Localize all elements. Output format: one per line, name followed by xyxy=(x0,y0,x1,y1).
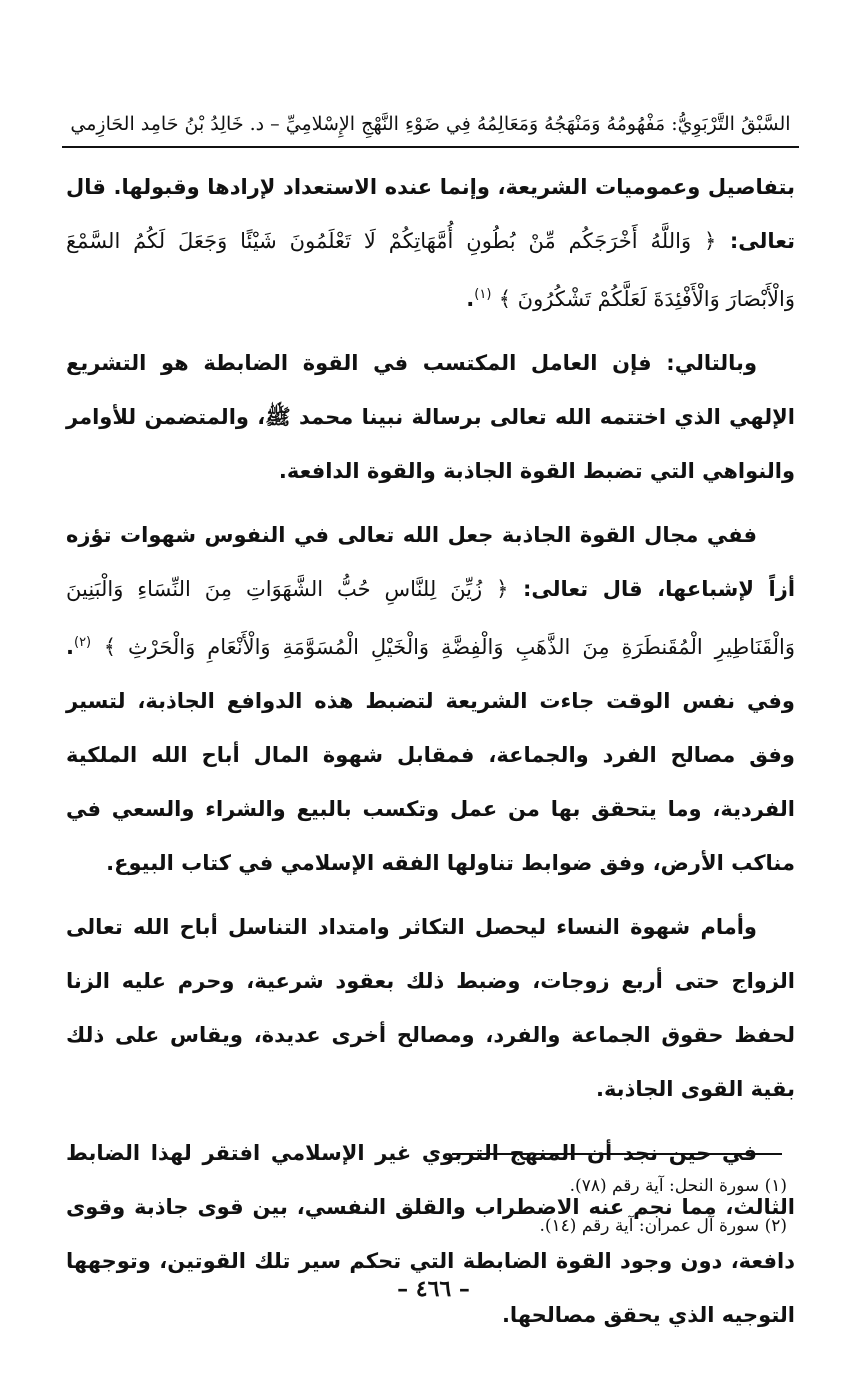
header-divider xyxy=(62,146,799,148)
verse-1-end: . xyxy=(466,287,475,311)
running-header: السَّبْقُ التَّرْبَوِيُّ: مَفْهُومُهُ وَمَنْهَجُهُ وَمَعَالِمُهُ فِي ضَوْءِ النَّهْجِ الإِسْلامِيِّ – د. خَالِدُ بْنُ حَامِد الحَازِمي xyxy=(70,113,791,135)
page-number: – ٤٦٦ – xyxy=(397,1276,470,1302)
footnote-divider xyxy=(452,1153,782,1155)
footnote-ref-2: (٢) xyxy=(73,635,92,650)
footnote-ref-1: (١) xyxy=(474,287,492,302)
quran-verse-1: ﴿ وَاللَّهُ أَخْرَجَكُم مِّنْ بُطُونِ أُمَّهَاتِكُمْ لَا تَعْلَمُونَ شَيْئًا وَجَعَلَ لَكُمُ السَّمْعَ وَالْأَبْصَارَ وَالْأَفْئِدَةَ لَعَلَّكُمْ تَشْكُرُونَ ﴾ xyxy=(66,229,795,311)
footnotes xyxy=(66,1166,787,1246)
footnote-1: (١) سورة النحل: آية رقم (٧٨). xyxy=(569,1176,787,1196)
paragraph-3-text-b: . وفي نفس الوقت جاءت الشريعة لتضبط هذه الدوافع الجاذبة، لتسير وفق مصالح الفرد والجماعة، فمقابل شهوة المال أباح الله الملكية الفردية، وما يتحقق بها من عمل وتكسب بالبيع والشراء والسعي في مناكب الأرض، وفق ضوابط تناولها الفقه الإسلامي في كتاب البيوع. xyxy=(66,635,795,875)
paragraph-1-text: بتفاصيل وعموميات الشريعة، وإنما عنده الاستعداد لإرادها وقبولها. قال تعالى: xyxy=(66,175,796,253)
paragraph-1 xyxy=(66,160,795,326)
paragraph-3 xyxy=(66,508,795,890)
paragraph-3-text-a: ففي مجال القوة الجاذبة جعل الله تعالى في النفوس شهوات تؤزه أزاً لإشباعها، قال تعالى: xyxy=(66,523,796,601)
paragraph-5: في حين نجد أن المنهج التربوي غير الإسلامي افتقر لهذا الضابط الثالث، مما نجم عنه الاضطراب والقلق النفسي، بين قوى جاذبة وقوى دافعة، دون وجود القوة الضابطة التي تحكم سير تلك القوتين، وتوجهها التوجيه الذي يحقق مصالحها. xyxy=(66,1141,795,1327)
footnote-2: (٢) سورة آل عمران: آية رقم (١٤). xyxy=(539,1216,787,1236)
paragraph-2: وبالتالي: فإن العامل المكتسب في القوة الضابطة هو التشريع الإلهي الذي اختتمه الله تعالى برسالة نبينا محمد ﷺ، والمتضمن للأوامر والنواهي التي تضبط القوة الجاذبة والقوة الدافعة. xyxy=(66,351,795,483)
quran-verse-2: ﴿ زُيِّنَ لِلنَّاسِ حُبُّ الشَّهَوَاتِ مِنَ النِّسَاءِ وَالْبَنِينَ وَالْقَنَاطِيرِ الْمُقَنطَرَةِ مِنَ الذَّهَبِ وَالْفِضَّةِ وَالْخَيْلِ الْمُسَوَّمَةِ وَالْأَنْعَامِ وَالْحَرْثِ ﴾ xyxy=(66,577,795,659)
paragraph-4: وأمام شهوة النساء ليحصل التكاثر وامتداد التناسل أباح الله تعالى الزواج حتى أربع زوجات، وضبط ذلك بعقود شرعية، وحرم عليه الزنا لحفظ حقوق الجماعة والفرد، ومصالح أخرى عديدة، ويقاس على ذلك بقية القوى الجاذبة. xyxy=(66,915,795,1101)
